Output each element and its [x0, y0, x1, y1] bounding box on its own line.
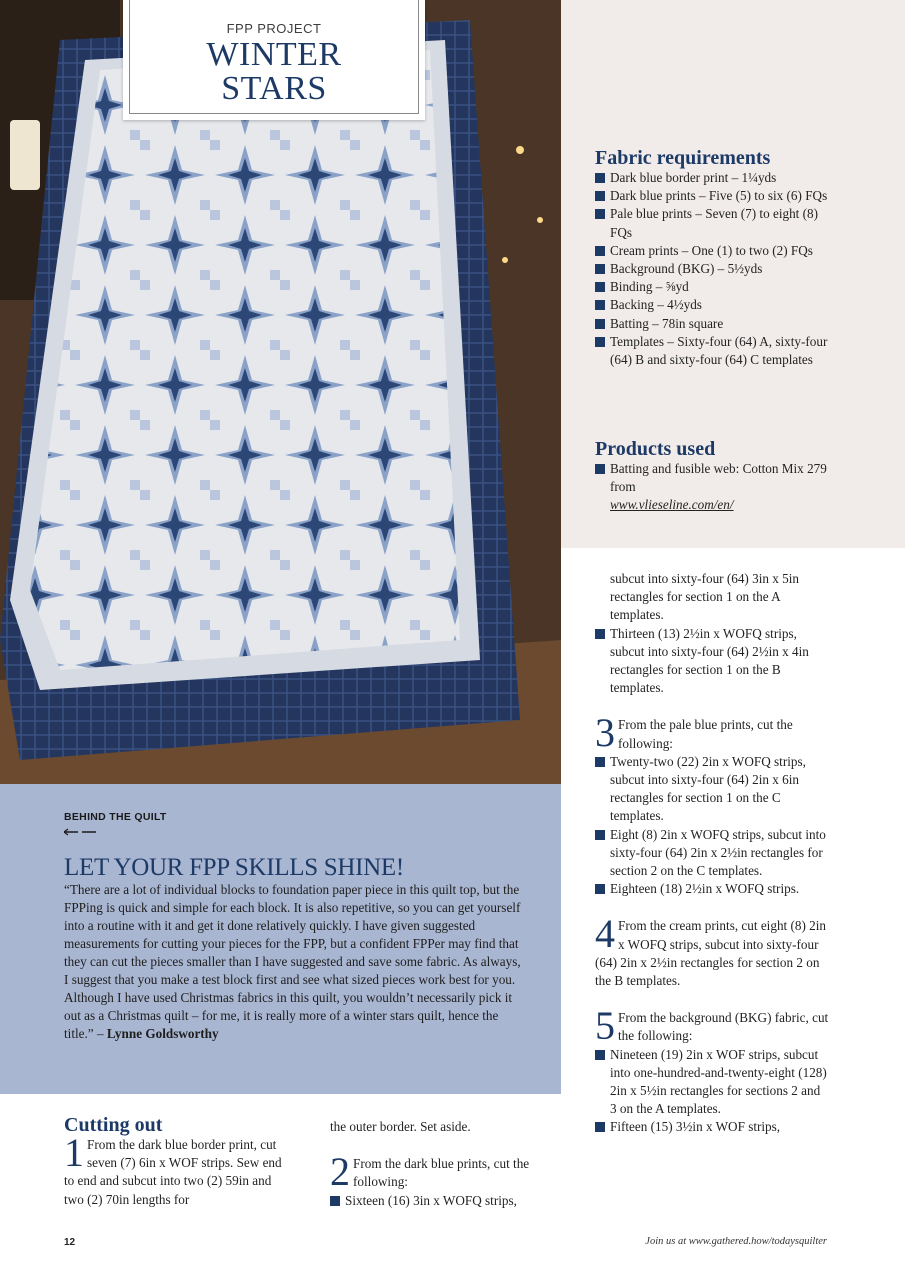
list-item: Backing – 4½yds	[595, 296, 830, 314]
list-item: Batting – 78in square	[595, 315, 830, 333]
step-3-list	[595, 753, 830, 899]
quote-author: Lynne Goldsworthy	[106, 1026, 219, 1041]
behind-kicker: BEHIND THE QUILT	[64, 811, 167, 823]
title-line-2: STARS	[221, 70, 327, 107]
page-number: 12	[64, 1237, 76, 1248]
list-item: Background (BKG) – 5½yds	[595, 260, 830, 278]
step-4	[595, 917, 830, 990]
list-item: Eight (8) 2in x WOFQ strips, subcut into sixty-four (64) 2in x 2½in rectangles for section 2 on the C templates.	[595, 826, 830, 881]
step-2-list-continued	[595, 625, 830, 698]
fabric-requirements	[595, 147, 830, 369]
step-2	[330, 1155, 550, 1191]
list-item: Dark blue prints – Five (5) to six (6) FQs	[595, 187, 830, 205]
list-item: Dark blue border print – 1¼yds	[595, 169, 830, 187]
list-item: Fifteen (15) 3½in x WOF strips,	[595, 1118, 830, 1136]
step-1	[64, 1136, 294, 1209]
step-1-continued: the outer border. Set aside.	[330, 1119, 471, 1134]
project-title	[123, 38, 425, 106]
quote-text: “There are a lot of individual blocks to foundation paper piece in this quilt top, but the FPPing is quick and simple for each block. It is also repetitive, so you can get yourself into a routine with it and get it done relatively quickly. I have given suggested measurements for cutting your pieces for the FPP, but a confident FPPer may find that they can cut the pieces smaller than I have suggested and save some fabric. As always, I suggest that you make a test block first and see what sized pieces work best for you. Although I have used Christmas fabrics in this quilt, you wouldn’t necessarily pick it out as a Christmas quilt – for me, it is really more of a winter stars quilt, hence the title.” –	[64, 882, 521, 1041]
behind-quote	[64, 881, 526, 1043]
step-2-item-continued: subcut into sixty-four (64) 3in x 5in rectangles for section 1 on the A templates.	[610, 571, 800, 623]
dash-icon	[64, 828, 96, 836]
step-5	[595, 1009, 830, 1045]
list-item: Templates – Sixty-four (64) A, sixty-four (64) B and sixty-four (64) C templates	[595, 333, 830, 369]
footer-url: Join us at www.gathered.how/todaysquilter	[645, 1236, 827, 1247]
list-item: Nineteen (19) 2in x WOF strips, subcut into one-hundred-and-twenty-eight (128) 2in x 5½in rectangles for sections 2 and 3 on the A templates.	[595, 1046, 830, 1119]
vlieseline-link[interactable]: www.vlieseline.com/en/	[610, 497, 734, 513]
list-item: Cream prints – One (1) to two (2) FQs	[595, 242, 830, 260]
step-number: 4	[595, 917, 615, 957]
step-text: From the background (BKG) fabric, cut the following:	[618, 1010, 829, 1044]
step-3	[595, 716, 830, 752]
products-used-list	[595, 460, 830, 515]
step-number: 5	[595, 1009, 615, 1046]
behind-title: LET YOUR FPP SKILLS SHINE!	[64, 854, 404, 881]
step-number: 3	[595, 716, 615, 753]
list-item: Sixteen (16) 3in x WOFQ strips,	[330, 1192, 550, 1210]
step-text: From the dark blue prints, cut the following:	[353, 1156, 530, 1190]
list-item: Twenty-two (22) 2in x WOFQ strips, subcut into sixty-four (64) 2in x 6in rectangles for section 1 on the C templates.	[595, 753, 830, 826]
cutting-column-2	[330, 1118, 550, 1210]
list-item: Binding – ⅝yd	[595, 278, 830, 296]
fabric-requirements-heading: Fabric requirements	[595, 147, 771, 169]
product-text: Batting and fusible web: Cotton Mix 279 from	[610, 461, 827, 495]
cutting-column-1	[64, 1114, 294, 1209]
step-2-list	[330, 1192, 550, 1210]
step-5-list	[595, 1046, 830, 1137]
project-kicker: FPP PROJECT	[226, 21, 322, 36]
step-number: 1	[64, 1136, 84, 1175]
fabric-requirements-list	[595, 169, 830, 369]
title-box	[123, 0, 425, 120]
list-item: Thirteen (13) 2½in x WOFQ strips, subcut into sixty-four (64) 2½in x 4in rectangles for section 1 on the B templates.	[595, 625, 830, 698]
products-used-heading: Products used	[595, 438, 716, 460]
step-text: From the dark blue border print, cut seven (7) 6in x WOF strips. Sew end to end and subcut into two (2) 59in and two (2) 70in lengths for	[64, 1137, 282, 1207]
title-line-1: WINTER	[206, 36, 342, 73]
behind-the-quilt-box	[0, 784, 561, 1094]
cutting-column-3	[595, 570, 830, 1137]
products-used	[595, 438, 830, 515]
list-item: Eighteen (18) 2½in x WOFQ strips.	[595, 880, 830, 898]
list-item	[595, 460, 830, 515]
list-item: Pale blue prints – Seven (7) to eight (8) FQs	[595, 205, 830, 241]
step-text: From the cream prints, cut eight (8) 2in x WOFQ strips, subcut into sixty-four (64) 2in x 2½in rectangles for section 2 on the B templates.	[595, 918, 827, 989]
step-number: 2	[330, 1155, 350, 1192]
step-text: From the pale blue prints, cut the following:	[618, 717, 793, 751]
cutting-out-heading: Cutting out	[64, 1114, 163, 1136]
